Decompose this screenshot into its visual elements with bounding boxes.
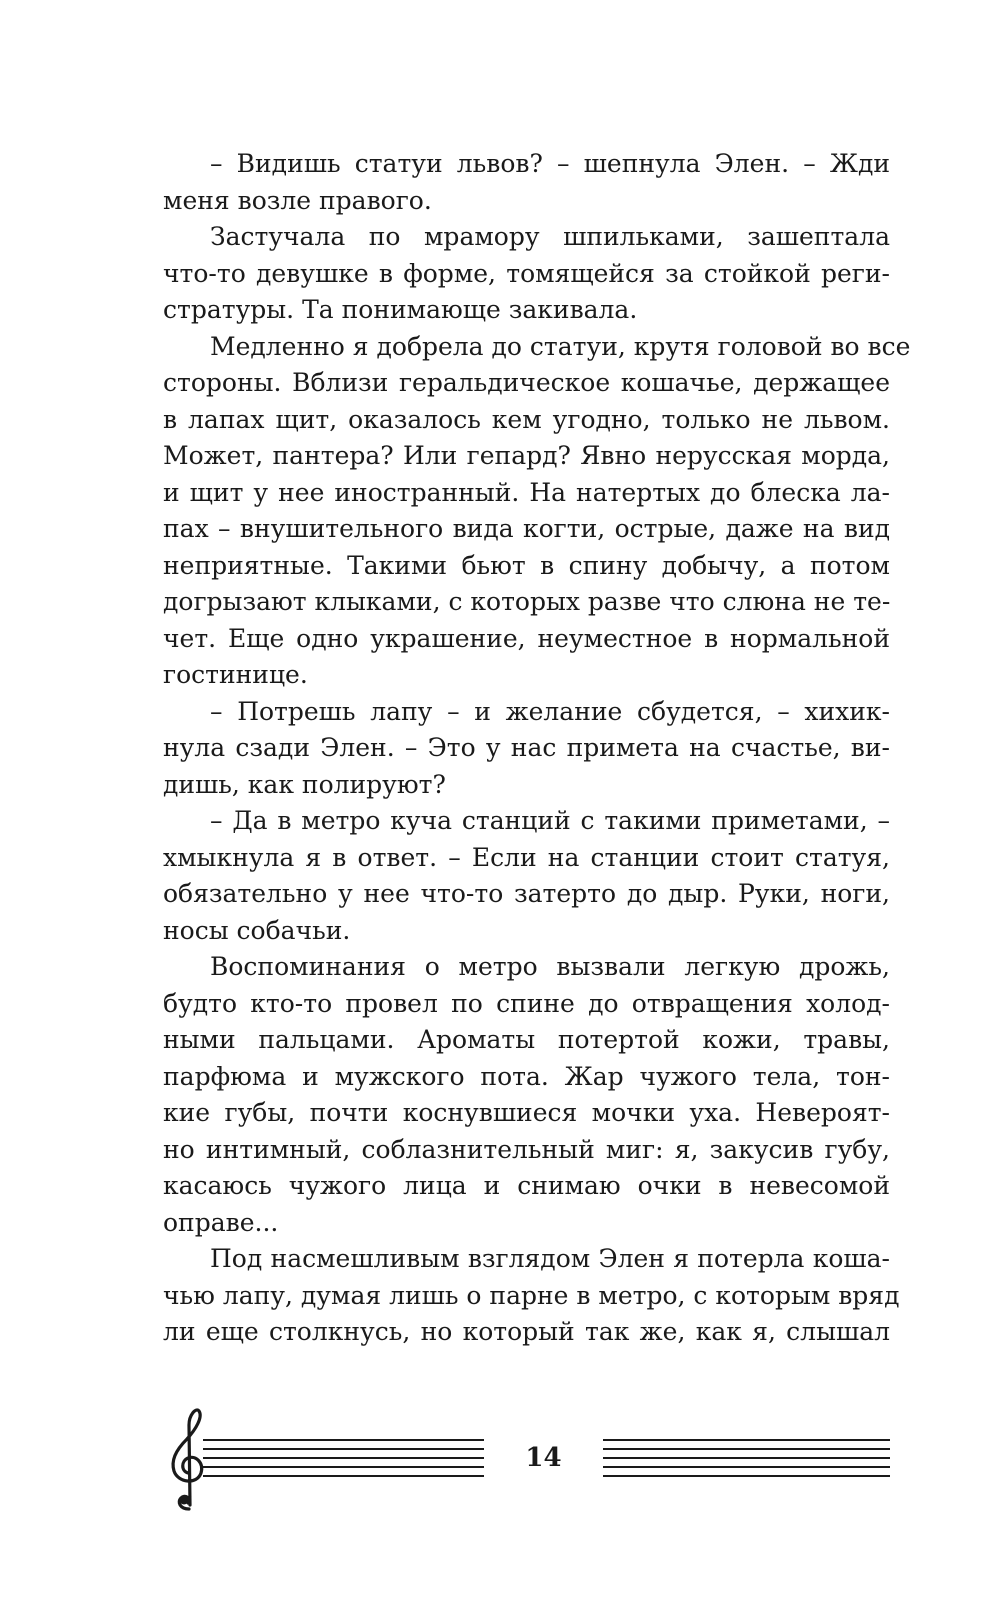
text-line: касаюсь чужого лица и снимаю очки в невесомой	[163, 1171, 890, 1200]
text-line: что-то девушке в форме, томящейся за стойкой реги-	[163, 258, 890, 288]
text-line: стороны. Вблизи геральдическое кошачье, держащее	[163, 368, 890, 397]
text-line: неприятные. Такими бьют в спину добычу, а потом	[163, 550, 890, 580]
text-line: обязательно у нее что-то затерто до дыр. Руки, ноги,	[163, 879, 890, 908]
page-number: 14	[525, 1443, 562, 1473]
staff-lines-right	[603, 1439, 890, 1477]
staff-lines-left	[203, 1439, 484, 1477]
text-line: и щит у нее иностранный. На натертых до блеска ла-	[163, 477, 890, 507]
text-line: – Потрешь лапу – и желание сбудется, – хихик-	[210, 696, 890, 726]
text-line: Медленно я добрела до статуи, крутя головой во все	[210, 331, 911, 361]
text-line: ными пальцами. Ароматы потертой кожи, травы,	[163, 1025, 890, 1054]
text-line: гостинице.	[163, 660, 308, 689]
text-line: носы собачьи.	[163, 915, 351, 945]
text-line: Может, пантера? Или гепард? Явно нерусская морда,	[163, 441, 890, 470]
text-line: – Да в метро куча станций с такими приметами, –	[210, 806, 890, 835]
text-line: дишь, как полируют?	[163, 769, 446, 799]
text-line: Под насмешливым взглядом Элен я потерла коша-	[210, 1244, 890, 1273]
text-line: стратуры. Та понимающе закивала.	[163, 295, 638, 324]
text-line: кие губы, почти коснувшиеся мочки уха. Невероят-	[163, 1098, 890, 1127]
text-line: нула сзади Элен. – Это у нас примета на счастье, ви-	[163, 733, 890, 762]
text-line: Застучала по мрамору шпильками, зашептала	[210, 222, 890, 251]
text-line: оправе...	[163, 1207, 279, 1237]
text-line: в лапах щит, оказалось кем угодно, только не львом.	[163, 404, 890, 434]
text-line: – Видишь статуи львов? – шепнула Элен. – Жди	[210, 149, 890, 178]
text-line: чью лапу, думая лишь о парне в метро, с которым вряд	[163, 1280, 900, 1310]
text-line: догрызают клыками, с которых разве что слюна не те-	[163, 587, 891, 616]
text-line: пах – внушительного вида когти, острые, даже на вид	[163, 514, 890, 543]
text-line: хмыкнула я в ответ. – Если на станции стоит статуя,	[163, 842, 890, 872]
text-line: будто кто-то провел по спине до отвращения холод-	[163, 988, 890, 1018]
text-line: ли еще столкнусь, но который так же, как я, слышал	[163, 1317, 890, 1346]
text-line: Воспоминания о метро вызвали легкую дрожь,	[210, 952, 890, 981]
page-text	[163, 146, 911, 1351]
text-line: чет. Еще одно украшение, неуместное в нормальной	[163, 623, 890, 653]
text-line: парфюма и мужского пота. Жар чужого тела, тон-	[163, 1061, 890, 1091]
text-line: меня возле правого.	[163, 185, 432, 215]
text-line: но интимный, соблазнительный миг: я, закусив губу,	[163, 1134, 890, 1164]
page-footer	[163, 1405, 890, 1515]
